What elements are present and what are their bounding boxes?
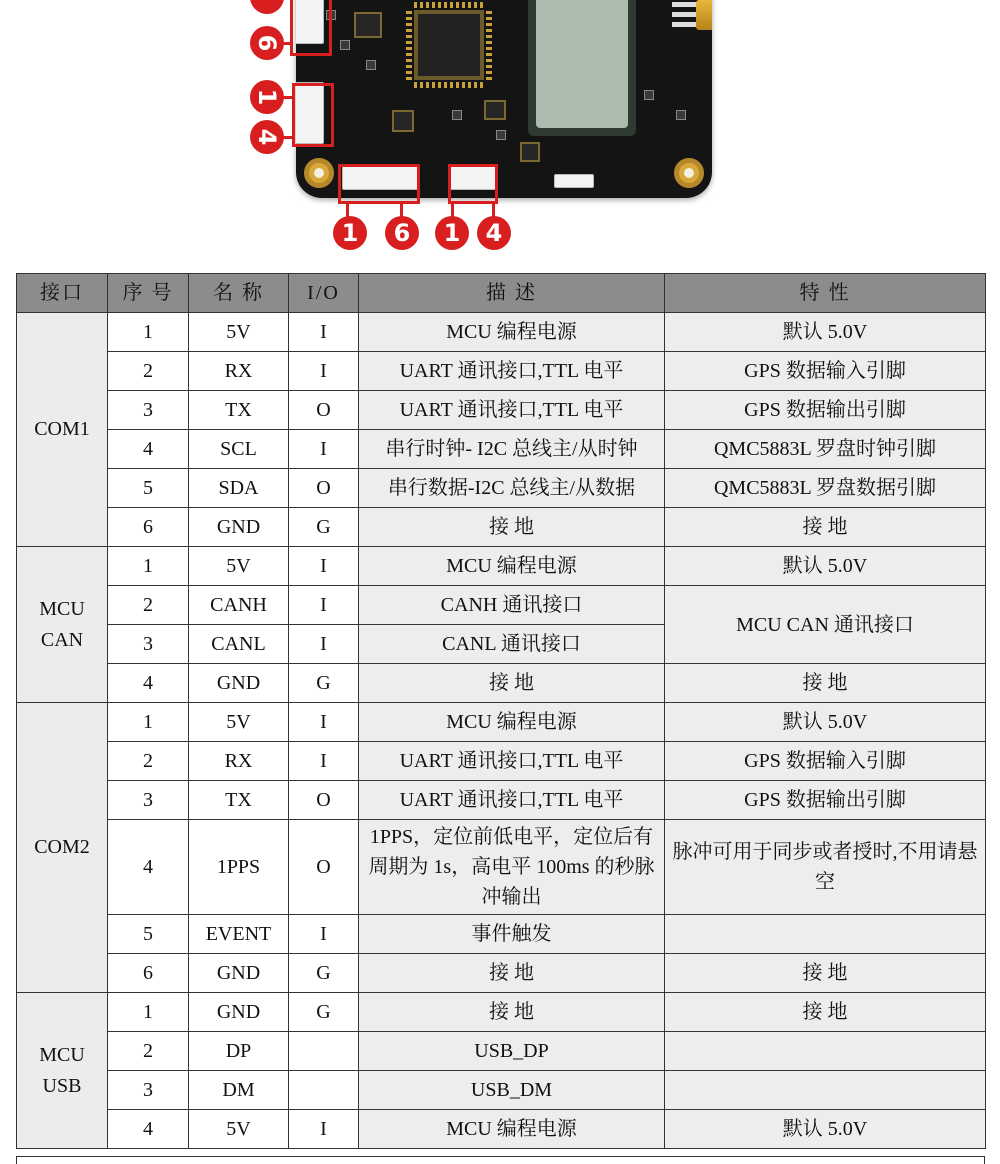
header-interface: 接口 — [17, 274, 108, 313]
pin-name: DM — [189, 1071, 289, 1110]
chip-pins — [486, 10, 492, 80]
table-row — [17, 469, 986, 508]
pin-io: I — [289, 915, 359, 954]
gps-module — [528, 0, 636, 136]
pin-name: TX — [189, 391, 289, 430]
pin-feature: 接 地 — [665, 664, 986, 703]
pin-description: 接 地 — [359, 508, 665, 547]
callout-badge — [250, 0, 284, 14]
antenna-pads — [672, 2, 698, 28]
callout-badge: 4 — [250, 120, 284, 154]
pin-name: GND — [189, 664, 289, 703]
pin-io: O — [289, 469, 359, 508]
pin-io: I — [289, 742, 359, 781]
pin-number: 6 — [108, 954, 189, 993]
pin-feature: GPS 数据输入引脚 — [665, 742, 986, 781]
pin-feature: 脉冲可用于同步或者授时,不用请悬空 — [665, 820, 986, 915]
callout-box-bottom-left — [338, 164, 420, 204]
mounting-hole — [304, 158, 334, 188]
pin-description: UART 通讯接口,TTL 电平 — [359, 781, 665, 820]
table-row — [17, 508, 986, 547]
group-label-com2: COM2 — [17, 703, 108, 993]
component — [496, 130, 506, 140]
pin-name: 5V — [189, 1110, 289, 1149]
pin-description: 接 地 — [359, 954, 665, 993]
component — [644, 90, 654, 100]
callout-badge: 1 — [333, 216, 367, 250]
pin-feature: GPS 数据输出引脚 — [665, 781, 986, 820]
table-row — [17, 547, 986, 586]
pin-name: EVENT — [189, 915, 289, 954]
pin-name: SCL — [189, 430, 289, 469]
chip-pins — [414, 82, 484, 88]
pin-number: 6 — [108, 508, 189, 547]
pin-description: 串行时钟- I2C 总线主/从时钟 — [359, 430, 665, 469]
pin-description: CANH 通讯接口 — [359, 586, 665, 625]
small-chip — [520, 142, 540, 162]
pin-io: I — [289, 586, 359, 625]
pin-description: UART 通讯接口,TTL 电平 — [359, 352, 665, 391]
pin-description: UART 通讯接口,TTL 电平 — [359, 391, 665, 430]
pin-io: I — [289, 430, 359, 469]
pin-feature: QMC5883L 罗盘数据引脚 — [665, 469, 986, 508]
pin-description: 接 地 — [359, 993, 665, 1032]
pin-description: MCU 编程电源 — [359, 1110, 665, 1149]
small-chip — [392, 110, 414, 132]
table-row — [17, 742, 986, 781]
pin-table — [16, 273, 986, 1149]
pin-description: USB_DM — [359, 1071, 665, 1110]
pin-feature: GPS 数据输出引脚 — [665, 391, 986, 430]
pin-name: 5V — [189, 547, 289, 586]
header-description: 描 述 — [359, 274, 665, 313]
pin-description: 事件触发 — [359, 915, 665, 954]
pin-number: 3 — [108, 781, 189, 820]
pin-name: 1PPS — [189, 820, 289, 915]
table-row — [17, 781, 986, 820]
pin-feature — [665, 915, 986, 954]
pin-io: I — [289, 352, 359, 391]
pin-name: 5V — [189, 313, 289, 352]
pin-description: CANL 通讯接口 — [359, 625, 665, 664]
table-row — [17, 313, 986, 352]
pin-number: 4 — [108, 430, 189, 469]
pin-feature — [665, 1032, 986, 1071]
table-header-row — [17, 274, 986, 313]
callout-box-left-top — [290, 0, 332, 56]
pin-name: TX — [189, 781, 289, 820]
callout-badge: 4 — [477, 216, 511, 250]
table-row — [17, 1032, 986, 1071]
callout-badge: 6 — [250, 26, 284, 60]
pin-name: RX — [189, 742, 289, 781]
pin-number: 4 — [108, 664, 189, 703]
pin-name: CANH — [189, 586, 289, 625]
pin-name: GND — [189, 993, 289, 1032]
board-photo — [0, 0, 1000, 258]
small-chip — [484, 100, 506, 120]
pin-feature: QMC5883L 罗盘时钟引脚 — [665, 430, 986, 469]
pin-io: G — [289, 954, 359, 993]
table-row — [17, 954, 986, 993]
pin-number: 5 — [108, 469, 189, 508]
pin-description: 串行数据-I2C 总线主/从数据 — [359, 469, 665, 508]
pin-name: SDA — [189, 469, 289, 508]
pin-number: 4 — [108, 1110, 189, 1149]
pin-number: 5 — [108, 915, 189, 954]
pin-io — [289, 1032, 359, 1071]
mcu-chip — [414, 10, 484, 80]
sma-connector — [696, 0, 712, 30]
pin-description: 1PPS，定位前低电平，定位后有周期为 1s，高电平 100ms 的秒脉冲输出 — [359, 820, 665, 915]
callout-badge: 1 — [250, 80, 284, 114]
pin-number: 2 — [108, 742, 189, 781]
pin-name: DP — [189, 1032, 289, 1071]
pin-feature: 接 地 — [665, 954, 986, 993]
pin-number: 3 — [108, 625, 189, 664]
pin-io: O — [289, 781, 359, 820]
imu-chip — [354, 12, 382, 38]
pin-feature: 接 地 — [665, 508, 986, 547]
pin-description: USB_DP — [359, 1032, 665, 1071]
pin-number: 3 — [108, 391, 189, 430]
group-label-mcu-usb: MCU USB — [17, 993, 108, 1149]
chip-pins — [406, 10, 412, 80]
header-number: 序 号 — [108, 274, 189, 313]
callout-badge: 1 — [435, 216, 469, 250]
pin-name: GND — [189, 954, 289, 993]
pin-io: I — [289, 625, 359, 664]
pin-feature: 默认 5.0V — [665, 313, 986, 352]
table-row — [17, 352, 986, 391]
pin-feature: 默认 5.0V — [665, 703, 986, 742]
table-row — [17, 391, 986, 430]
pin-io: I — [289, 1110, 359, 1149]
pin-description: UART 通讯接口,TTL 电平 — [359, 742, 665, 781]
pin-io: G — [289, 508, 359, 547]
pin-io: I — [289, 703, 359, 742]
pin-name: 5V — [189, 703, 289, 742]
component — [366, 60, 376, 70]
component — [676, 110, 686, 120]
callout-box-bottom-right — [448, 164, 498, 204]
connector-rgb — [554, 174, 594, 188]
pin-io: O — [289, 391, 359, 430]
group-label-com1: COM1 — [17, 313, 108, 547]
pin-description: 接 地 — [359, 664, 665, 703]
pin-number: 2 — [108, 1032, 189, 1071]
table-row — [17, 664, 986, 703]
pin-feature: MCU CAN 通讯接口 — [665, 586, 986, 664]
chip-pins — [414, 2, 484, 8]
header-feature: 特 性 — [665, 274, 986, 313]
pin-number: 1 — [108, 547, 189, 586]
pin-number: 1 — [108, 993, 189, 1032]
pin-number: 1 — [108, 703, 189, 742]
pin-io: G — [289, 993, 359, 1032]
pin-number: 4 — [108, 820, 189, 915]
table-row — [17, 993, 986, 1032]
pin-feature: 接 地 — [665, 993, 986, 1032]
pin-feature — [665, 1071, 986, 1110]
pin-io: O — [289, 820, 359, 915]
pin-io: I — [289, 547, 359, 586]
table-continuation — [16, 1156, 985, 1164]
pin-name: CANL — [189, 625, 289, 664]
pin-number: 2 — [108, 352, 189, 391]
pin-description: MCU 编程电源 — [359, 547, 665, 586]
pin-io: I — [289, 313, 359, 352]
header-io: I/O — [289, 274, 359, 313]
pin-feature: 默认 5.0V — [665, 1110, 986, 1149]
pin-io — [289, 1071, 359, 1110]
component — [452, 110, 462, 120]
header-name: 名 称 — [189, 274, 289, 313]
pin-feature: GPS 数据输入引脚 — [665, 352, 986, 391]
callout-badge: 6 — [385, 216, 419, 250]
table-row — [17, 586, 986, 625]
pin-name: RX — [189, 352, 289, 391]
table-row — [17, 915, 986, 954]
pin-number: 1 — [108, 313, 189, 352]
callout-box-left-group — [292, 83, 334, 147]
table-row — [17, 430, 986, 469]
pin-number: 3 — [108, 1071, 189, 1110]
table-row — [17, 820, 986, 915]
component — [340, 40, 350, 50]
pin-number: 2 — [108, 586, 189, 625]
pin-io: G — [289, 664, 359, 703]
table-row — [17, 1110, 986, 1149]
pin-description: MCU 编程电源 — [359, 313, 665, 352]
group-label-mcu-can: MCU CAN — [17, 547, 108, 703]
pin-feature: 默认 5.0V — [665, 547, 986, 586]
table-row — [17, 703, 986, 742]
pin-name: GND — [189, 508, 289, 547]
mounting-hole — [674, 158, 704, 188]
table-row — [17, 1071, 986, 1110]
pin-description: MCU 编程电源 — [359, 703, 665, 742]
